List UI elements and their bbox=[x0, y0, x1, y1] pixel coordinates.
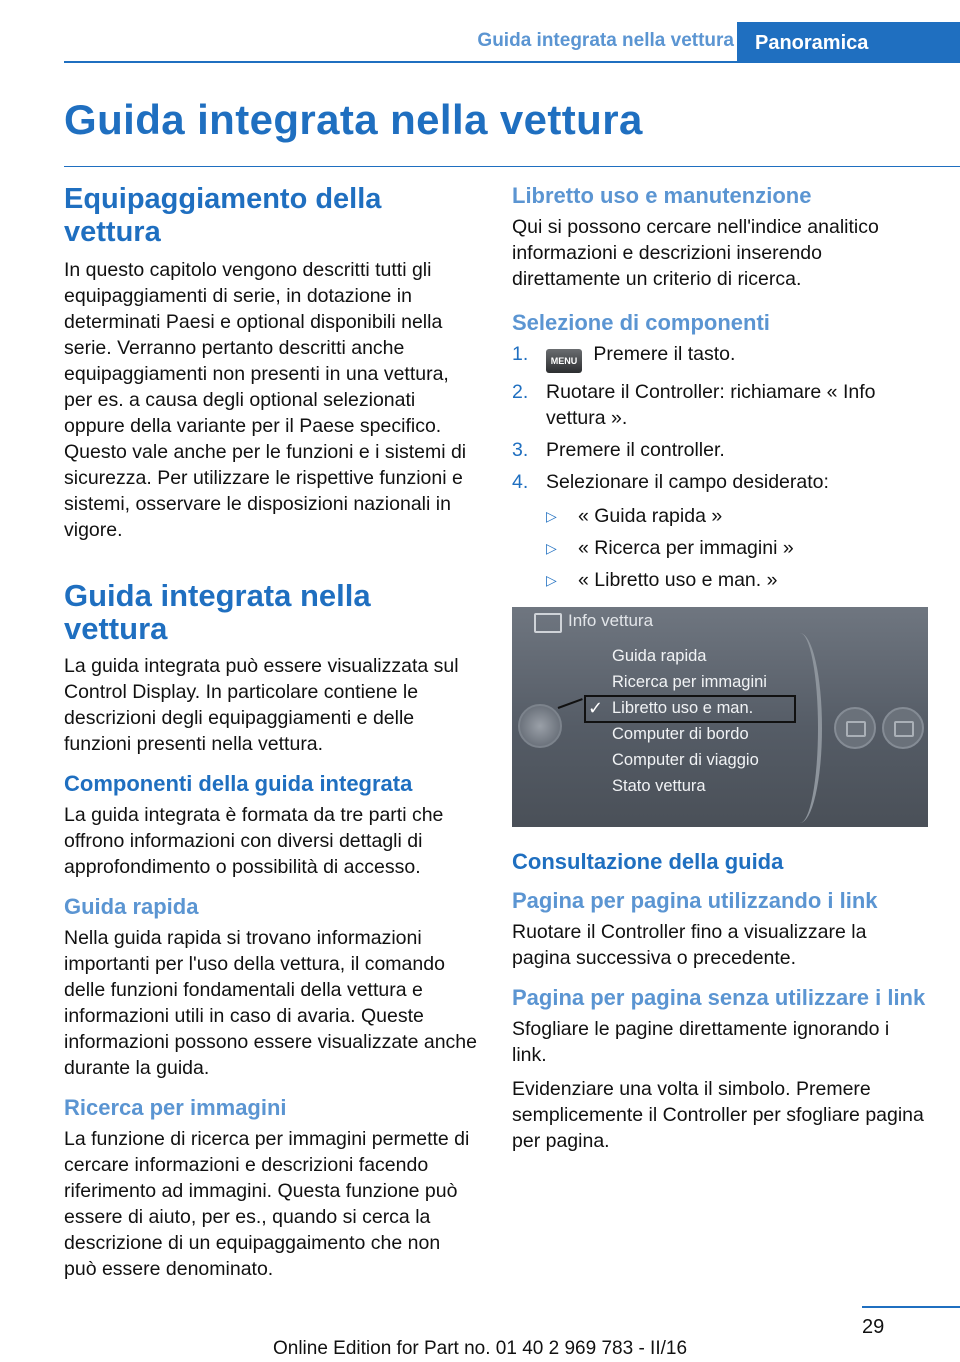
steps-list bbox=[512, 341, 928, 593]
page-number: 29 bbox=[862, 1316, 885, 1338]
controller-knob-icon bbox=[518, 704, 562, 748]
substep-item bbox=[546, 503, 928, 529]
scroll-arc bbox=[778, 633, 822, 823]
step-text: Premere il tasto. bbox=[593, 343, 736, 365]
no-links-heading: Pagina per pagina senza utilizzare i link bbox=[512, 985, 926, 1010]
screen-menu-item: Ricerca per immagini bbox=[612, 673, 767, 691]
left-column bbox=[64, 183, 478, 1290]
header-tab: Panoramica bbox=[737, 22, 960, 63]
manual-heading: Libretto uso e manutenzione bbox=[512, 183, 812, 208]
screen-title: Info vettura bbox=[568, 611, 654, 630]
links-heading: Pagina per pagina utilizzando i link bbox=[512, 888, 878, 913]
screen-menu-item-selected: Libretto uso e man. bbox=[612, 699, 754, 717]
substeps-list bbox=[546, 503, 928, 593]
components-heading: Componenti della guida integrata bbox=[64, 771, 413, 796]
step-item bbox=[512, 437, 928, 463]
manual-text: Qui si possono cercare nell'indice analitico informazioni e descrizioni inserendo direttamente un criterio di ricerca. bbox=[512, 216, 879, 290]
footer-rule bbox=[862, 1306, 960, 1308]
no-links-text-1: Sfogliare le pagine direttamente ignorando i link. bbox=[512, 1018, 890, 1066]
page-title: Guida integrata nella vettura bbox=[64, 96, 643, 143]
quick-guide-heading: Guida rapida bbox=[64, 894, 199, 919]
options-icon bbox=[894, 721, 914, 737]
menu-key-icon: MENU bbox=[546, 349, 582, 373]
step-number: 2. bbox=[512, 381, 529, 403]
guide-text: La guida integrata può essere visualizzata sul Control Display. In particolare contiene le descrizioni degli equipaggiamenti e delle funzioni presenti nella vettura. bbox=[64, 655, 459, 755]
substep-text: « Ricerca per immagini » bbox=[578, 537, 794, 559]
triangle-bullet-icon: ▷ bbox=[546, 572, 557, 588]
step-number: 1. bbox=[512, 343, 529, 365]
screen-menu-item: Guida rapida bbox=[612, 647, 707, 665]
substep-text: « Libretto uso e man. » bbox=[578, 569, 778, 591]
image-search-heading: Ricerca per immagini bbox=[64, 1095, 287, 1120]
quick-guide-text: Nella guida rapida si trovano informazioni importanti per l'uso della vettura, il comando delle funzioni fondamentali della vettura e informazioni utili in caso di avaria. Queste informazioni possono essere visualizzate anche durante la guida. bbox=[64, 927, 477, 1079]
step-number: 4. bbox=[512, 471, 529, 493]
image-search-text: La funzione di ricerca per immagini permette di cercare informazioni e descrizioni facendo riferimento ad immagini. Questa funzione può essere di aiuto, per es., quando si cerca la descrizione di un equipaggaimento che non può essere denominato. bbox=[64, 1128, 470, 1280]
info-vehicle-icon bbox=[534, 613, 562, 633]
substep-item bbox=[546, 567, 928, 593]
header-section-title: Guida integrata nella vettura bbox=[477, 30, 734, 51]
select-components-heading: Selezione di componenti bbox=[512, 310, 770, 335]
step-text: Selezionare il campo desiderato: bbox=[546, 471, 829, 493]
header-rule bbox=[64, 61, 960, 63]
screen-menu-item: Stato vettura bbox=[612, 777, 706, 795]
guide-heading: Guida integrata nella vettura bbox=[64, 578, 371, 646]
step-item bbox=[512, 341, 928, 373]
pointer-line bbox=[558, 698, 583, 709]
screen-menu-item: Computer di viaggio bbox=[612, 751, 759, 769]
screen-menu-item: Computer di bordo bbox=[612, 725, 749, 743]
no-links-text-2: Evidenziare una volta il simbolo. Premere semplicemente il Controller per sfogliare pagina per pagina. bbox=[512, 1078, 924, 1152]
right-column bbox=[512, 183, 928, 1162]
substep-item bbox=[546, 535, 928, 561]
step-item bbox=[512, 379, 928, 431]
footer-edition: Online Edition for Part no. 01 40 2 969 783 - II/16 bbox=[272, 1338, 688, 1359]
step-number: 3. bbox=[512, 439, 529, 461]
triangle-bullet-icon: ▷ bbox=[546, 540, 557, 556]
screen-menu bbox=[612, 643, 767, 799]
consult-heading: Consultazione della guida bbox=[512, 849, 784, 874]
checkmark-icon: ✓ bbox=[588, 698, 604, 718]
options-icon bbox=[846, 721, 866, 737]
screen-button-left bbox=[834, 707, 876, 749]
links-text: Ruotare il Controller fino a visualizzare la pagina successiva o precedente. bbox=[512, 921, 867, 969]
control-display-screenshot bbox=[512, 607, 928, 827]
step-item bbox=[512, 469, 928, 593]
substep-text: « Guida rapida » bbox=[578, 505, 723, 527]
step-text: Ruotare il Controller: richiamare « Info vettura ». bbox=[546, 381, 876, 429]
title-rule bbox=[64, 166, 960, 167]
equipment-text: In questo capitolo vengono descritti tutti gli equipaggiamenti di serie, in dotazione in determinati Paesi e optional disponibili nella serie. Verranno pertanto descritti anche equipaggiamenti non presenti in una vettura, per es. a causa degli optional selezionati oppure della variante per il Paese specifico. Questo vale anche per le funzioni e i sistemi di sicurezza. Per utilizzare le rispettive funzioni e sistemi, osservare le disposizioni nazionali in vigore. bbox=[64, 259, 467, 541]
equipment-heading: Equipaggiamento della vettura bbox=[64, 183, 382, 248]
step-text: Premere il controller. bbox=[546, 439, 725, 461]
components-text: La guida integrata è formata da tre parti che offrono informazioni con diversi dettagli di approfondimento o possibilità di accesso. bbox=[64, 804, 444, 878]
triangle-bullet-icon: ▷ bbox=[546, 508, 557, 524]
screen-button-right bbox=[882, 707, 924, 749]
